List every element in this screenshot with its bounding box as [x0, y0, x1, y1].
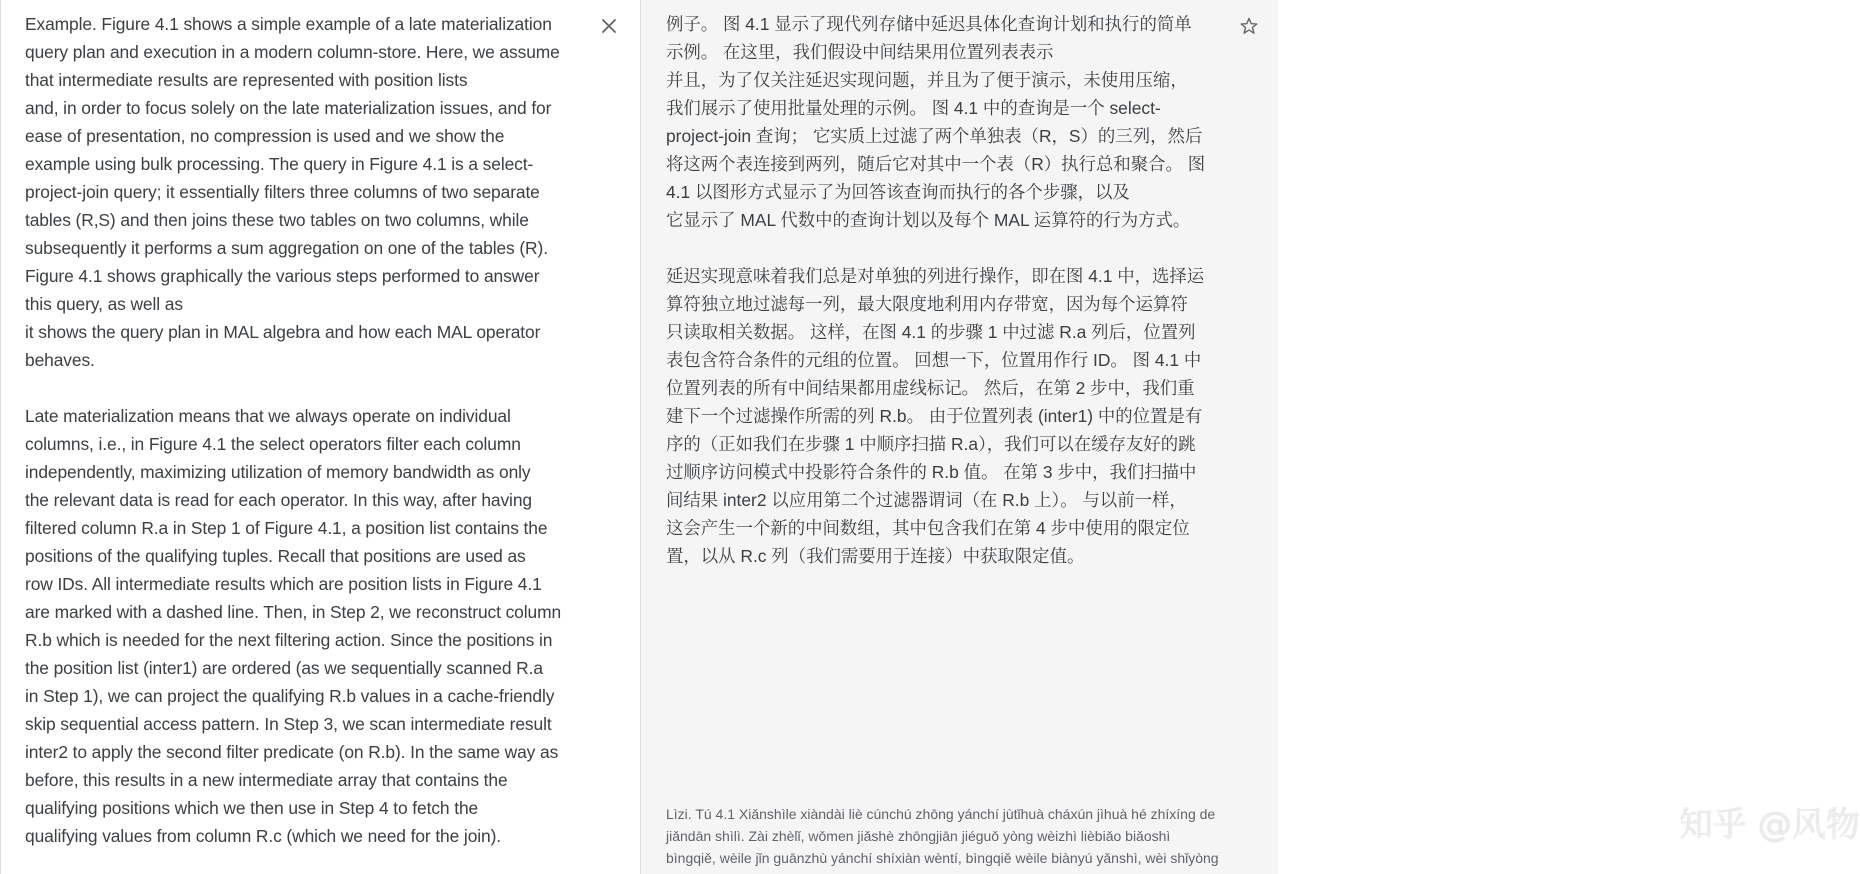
text-line: behaves.	[25, 350, 95, 370]
text-line: in Step 1), we can project the qualifying R.b values in a cache-friendly	[25, 686, 555, 706]
text-line: 并且，为了仅关注延迟实现问题，并且为了便于演示，未使用压缩，	[666, 70, 1188, 90]
translation-text	[666, 10, 1231, 570]
target-panel	[640, 0, 1860, 874]
text-line: Figure 4.1 shows graphically the various steps performed to answer	[25, 266, 540, 286]
text-line: 序的（正如我们在步骤 1 中顺序扫描 R.a），我们可以在缓存友好的跳	[666, 434, 1196, 454]
text-line: example using bulk processing. The query in Figure 4.1 is a select-	[25, 154, 534, 174]
watermark: 知乎 @风物	[1679, 805, 1860, 845]
text-line: project-join 查询； 它实质上过滤了两个单独表（R，S）的三列，然后	[666, 126, 1203, 146]
text-line: 延迟实现意味着我们总是对单独的列进行操作，即在图 4.1 中，选择运	[666, 266, 1205, 286]
text-line: Late materialization means that we always operate on individual	[25, 406, 511, 426]
text-line: columns, i.e., in Figure 4.1 the select operators filter each column	[25, 434, 521, 454]
text-line: the relevant data is read for each operator. In this way, after having	[25, 490, 532, 510]
text-line: independently, maximizing utilization of memory bandwidth as only	[25, 462, 531, 482]
text-line: query plan and execution in a modern column-store. Here, we assume	[25, 42, 560, 62]
text-line: 这会产生一个新的中间数组，其中包含我们在第 4 步中使用的限定位	[666, 518, 1190, 538]
text-line: before, this results in a new intermediate array that contains the	[25, 770, 508, 790]
save-translation-button[interactable]	[1237, 14, 1261, 38]
paragraph-gap	[666, 234, 1231, 262]
source-panel	[0, 0, 640, 874]
text-line: positions of the qualifying tuples. Recall that positions are used as	[25, 546, 526, 566]
text-line: 4.1 以图形方式显示了为回答该查询而执行的各个步骤，以及	[666, 182, 1130, 202]
text-line: that intermediate results are represented with position lists	[25, 70, 468, 90]
text-line: 将这两个表连接到两列，随后它对其中一个表（R）执行总和聚合。 图	[666, 154, 1206, 174]
pinyin-line: bìngqiě, wèile jǐn guānzhù yánchí shíxiàn wèntí, bìngqiě wèile biànyú yǎnshì, wèi shǐyòng	[666, 850, 1219, 866]
text-line: qualifying positions which we then use in Step 4 to fetch the	[25, 798, 479, 818]
text-line: inter2 to apply the second filter predicate (on R.b). In the same way as	[25, 742, 559, 762]
text-line: 置，以从 R.c 列（我们需要用于连接）中获取限定值。	[666, 546, 1085, 566]
text-line: Example. Figure 4.1 shows a simple example of a late materialization	[25, 14, 552, 34]
text-line: tables (R,S) and then joins these two tables on two columns, while	[25, 210, 529, 230]
text-line: are marked with a dashed line. Then, in Step 2, we reconstruct column	[25, 602, 562, 622]
clear-source-button[interactable]	[597, 14, 621, 38]
text-line: 表包含符合条件的元组的位置。 回想一下，位置用作行 ID。 图 4.1 中	[666, 350, 1202, 370]
text-line: 建下一个过滤操作所需的列 R.b。 由于位置列表 (inter1) 中的位置是有	[666, 406, 1203, 426]
text-line: 只读取相关数据。 这样，在图 4.1 的步骤 1 中过滤 R.a 列后，位置列	[666, 322, 1196, 342]
text-line: and, in order to focus solely on the late materialization issues, and for	[25, 98, 552, 118]
text-line: 示例。 在这里，我们假设中间结果用位置列表表示	[666, 42, 1054, 62]
text-line: skip sequential access pattern. In Step 3, we scan intermediate result	[25, 714, 552, 734]
source-text[interactable]	[25, 10, 585, 850]
text-line: 例子。 图 4.1 显示了现代列存储中延迟具体化查询计划和执行的简单	[666, 14, 1192, 34]
text-line: filtered column R.a in Step 1 of Figure 4.1, a position list contains the	[25, 518, 548, 538]
text-line: this query, as well as	[25, 294, 183, 314]
text-line: R.b which is needed for the next filtering action. Since the positions in	[25, 630, 553, 650]
close-icon	[601, 18, 617, 34]
paragraph-gap	[25, 374, 585, 402]
text-line: 间结果 inter2 以应用第二个过滤器谓词（在 R.b 上）。 与以前一样，	[666, 490, 1187, 510]
star-icon	[1239, 16, 1259, 36]
pinyin-transliteration	[666, 803, 1256, 869]
text-line: 过顺序访问模式中投影符合条件的 R.b 值。 在第 3 步中，我们扫描中	[666, 462, 1197, 482]
text-line: row IDs. All intermediate results which are position lists in Figure 4.1	[25, 574, 542, 594]
text-line: 位置列表的所有中间结果都用虚线标记。 然后，在第 2 步中，我们重	[666, 378, 1195, 398]
text-line: project-join query; it essentially filters three columns of two separate	[25, 182, 540, 202]
pinyin-line: jiǎndān shìlì. Zài zhèlǐ, wǒmen jiǎshè zhōngjiān jiéguǒ yòng wèizhì lièbiǎo biǎoshì	[666, 828, 1171, 844]
text-line: qualifying values from column R.c (which we need for the join).	[25, 826, 502, 846]
text-line: the position list (inter1) are ordered (as we sequentially scanned R.a	[25, 658, 543, 678]
pinyin-line: Lìzi. Tú 4.1 Xiǎnshìle xiàndài liè cúnchú zhōng yánchí jùtǐhuà cháxún jìhuà hé zhíxíng de	[666, 806, 1216, 822]
text-line: 我们展示了使用批量处理的示例。 图 4.1 中的查询是一个 select-	[666, 98, 1161, 118]
text-line: it shows the query plan in MAL algebra and how each MAL operator	[25, 322, 541, 342]
text-line: subsequently it performs a sum aggregation on one of the tables (R).	[25, 238, 548, 258]
text-line: 它显示了 MAL 代数中的查询计划以及每个 MAL 运算符的行为方式。	[666, 210, 1191, 230]
text-line: 算符独立地过滤每一列，最大限度地利用内存带宽，因为每个运算符	[666, 294, 1188, 314]
text-line: ease of presentation, no compression is used and we show the	[25, 126, 505, 146]
